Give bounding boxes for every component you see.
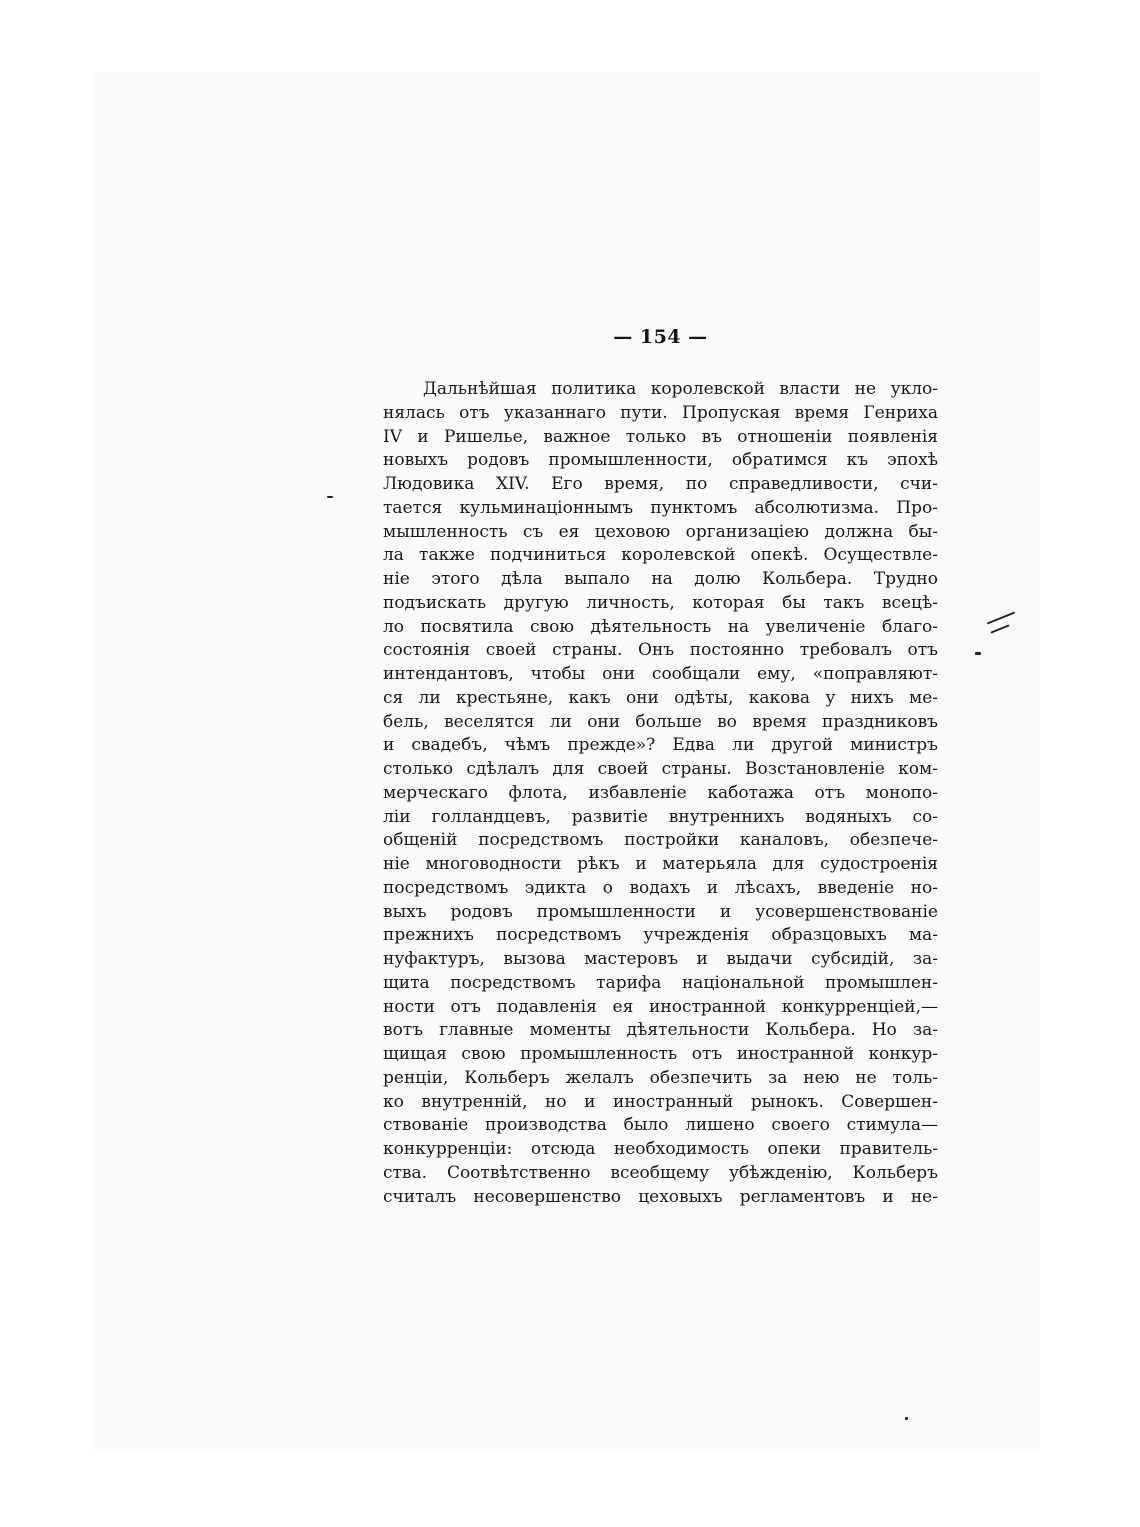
- text-line: тается кульминаціоннымъ пунктомъ абсолютизма. Про-: [383, 497, 938, 518]
- text-line: ренціи, Кольберъ желалъ обезпечить за нею не толь-: [383, 1067, 938, 1088]
- scan-speck: [975, 652, 981, 655]
- text-line: ко внутренній, но и иностранный рынокъ. Совершен-: [383, 1091, 938, 1112]
- text-line: бель, веселятся ли они больше во время праздниковъ: [383, 711, 938, 732]
- text-line: ствованіе производства было лишено своего стимула—: [383, 1115, 938, 1136]
- text-line: щита посредствомъ тарифа національной промышлен-: [383, 972, 938, 993]
- text-line: прежнихъ посредствомъ учрежденія образцовыхъ ма-: [383, 925, 938, 946]
- text-line: Людовика XIV. Его время, по справедливости, счи-: [383, 474, 938, 494]
- text-line: мерческаго флота, избавленіе каботажа отъ монопо-: [383, 782, 938, 803]
- text-line: общеній посредствомъ постройки каналовъ, обезпече-: [383, 830, 938, 851]
- body-paragraph: [383, 378, 938, 1209]
- scan-speck: [327, 496, 333, 498]
- text-line: ла также подчиниться королевской опекѣ. Осуществле-: [383, 545, 938, 566]
- text-line: и свадебъ, чѣмъ прежде»? Едва ли другой министръ: [383, 735, 938, 756]
- scan-speck: [905, 1417, 908, 1420]
- text-line: считалъ несовершенство цеховыхъ регламентовъ и не-: [383, 1186, 938, 1207]
- text-line: ло посвятила свою дѣятельность на увеличеніе благо-: [383, 616, 938, 637]
- text-line: интендантовъ, чтобы они сообщали ему, «поправляют-: [383, 664, 938, 684]
- text-line: конкурренціи: отсюда необходимость опеки правитель-: [383, 1139, 938, 1159]
- text-line: ся ли крестьяне, какъ они одѣты, какова у нихъ ме-: [383, 687, 938, 708]
- text-line: нялась отъ указаннаго пути. Пропуская время Генриха: [383, 402, 938, 423]
- text-line: новыхъ родовъ промышленности, обратимся къ эпохѣ: [383, 450, 938, 471]
- text-line: ности отъ подавленія ея иностранной конкурренціей,—: [383, 996, 938, 1017]
- text-line: нуфактуръ, вызова мастеровъ и выдачи субсидій, за-: [383, 949, 938, 969]
- text-line: выхъ родовъ промышленности и усовершенствованіе: [383, 901, 938, 922]
- text-line: щищая свою промышленность отъ иностранной конкур-: [383, 1044, 938, 1064]
- text-line: подъискать другую личность, которая бы такъ всецѣ-: [383, 592, 938, 613]
- text-line: IV и Ришелье, важное только въ отношеніи появленія: [383, 426, 938, 447]
- page-number: — 154 —: [613, 326, 708, 348]
- text-line: столько сдѣлалъ для своей страны. Возстановленіе ком-: [383, 759, 938, 779]
- text-line: мышленность съ ея цеховою организаціею должна бы-: [383, 521, 938, 542]
- text-line: посредствомъ эдикта о водахъ и лѣсахъ, введеніе но-: [383, 877, 938, 898]
- text-line: вотъ главные моменты дѣятельности Кольбера. Но за-: [383, 1020, 938, 1041]
- text-line: состоянія своей страны. Онъ постоянно требовалъ отъ: [383, 640, 938, 661]
- text-line: ніе многоводности рѣкъ и матерьяла для судостроенія: [383, 854, 938, 874]
- text-line: Дальнѣйшая политика королевской власти не укло-: [423, 379, 938, 399]
- text-line: ства. Соотвѣтственно всеобщему убѣжденію, Кольберъ: [383, 1162, 938, 1183]
- text-line: ліи голландцевъ, развитіе внутреннихъ водяныхъ со-: [383, 806, 938, 827]
- text-line: ніе этого дѣла выпало на долю Кольбера. Трудно: [383, 569, 938, 589]
